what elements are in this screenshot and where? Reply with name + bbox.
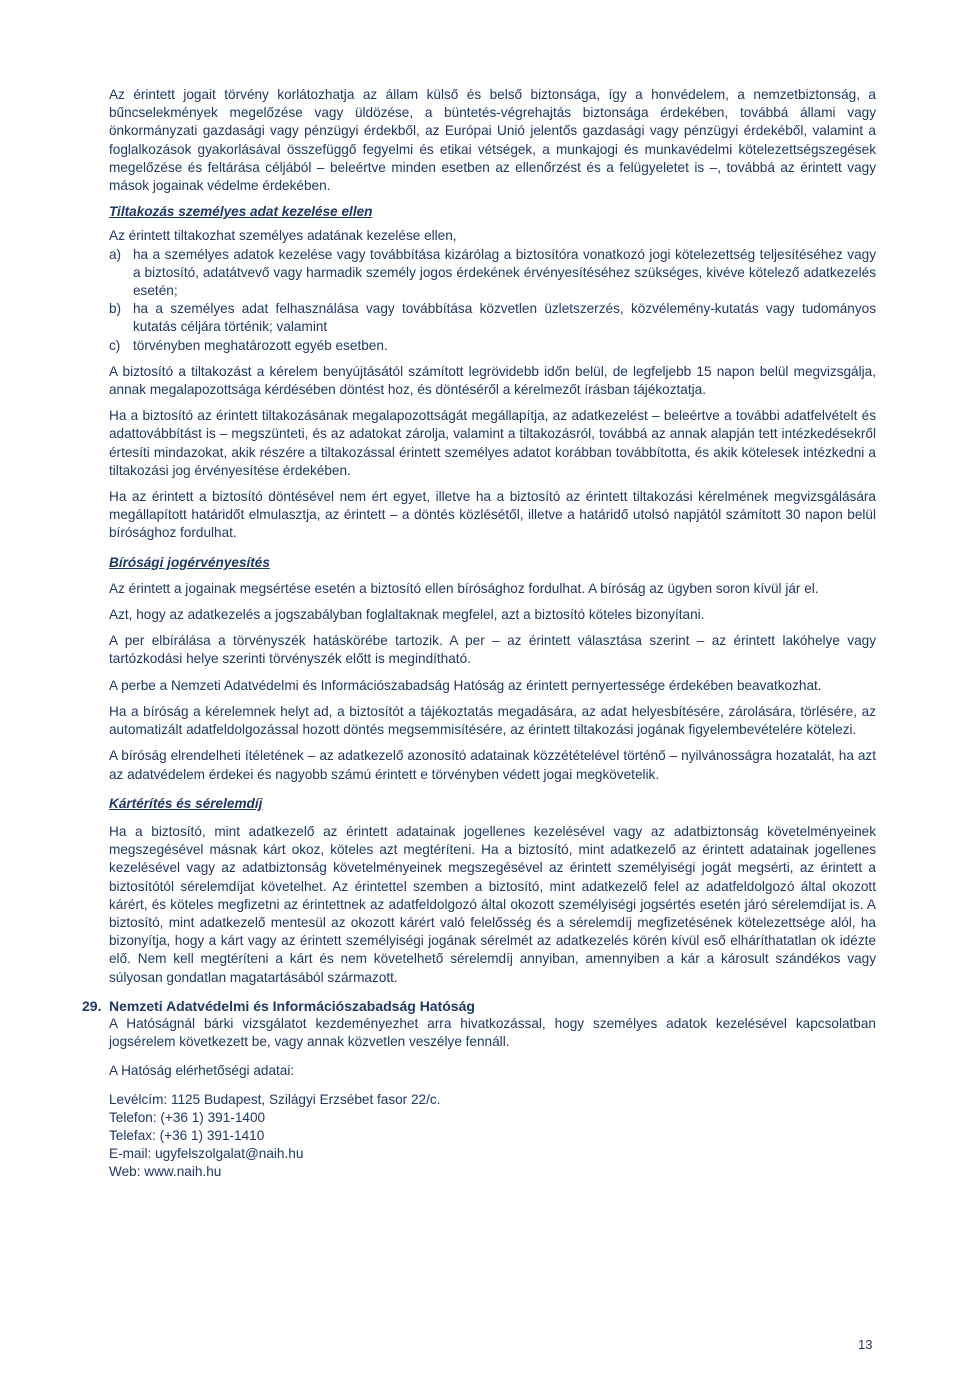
- section-title-29: [82, 997, 876, 1015]
- contact-phone: Telefon: (+36 1) 391-1400: [109, 1109, 266, 1125]
- document-page: [82, 86, 876, 1182]
- list-item-text: törvényben meghatározott egyéb esetben.: [133, 337, 388, 353]
- list-marker: b): [109, 301, 122, 317]
- contact-web: Web: www.naih.hu: [109, 1164, 222, 1180]
- page-number: 13: [858, 1337, 873, 1352]
- paragraph-tiltakozas-3: Ha a biztosító az érintett tiltakozásának megalapozottságát megállapítja, az adatkezelést – beleértve a további adatfelvételt és adattovábbítást is – megszünteti, és az adatokat zárolja, valamint a tiltakozásról, továbbá az annak alapján tett intézkedésekről értesíti mindazokat, akik részére a tiltakozással érintett személyes adatot korábban továbbította, és akik kötelesek intézkedni a tiltakozási jog érvényesítése érdekében.: [109, 408, 876, 478]
- paragraph-tiltakozas-1: Az érintett tiltakozhat személyes adatának kezelése ellen,: [109, 228, 457, 244]
- paragraph-birosagi-2: Azt, hogy az adatkezelés a jogszabályban foglaltaknak megfelel, azt a biztosító köteles bizonyítani.: [109, 607, 705, 623]
- paragraph-29-2: A Hatóság elérhetőségi adatai:: [109, 1063, 295, 1079]
- tiltakozas-list: [109, 246, 876, 355]
- heading-karterites: Kártérítés és sérelemdíj: [109, 795, 263, 811]
- list-item: [109, 246, 876, 301]
- paragraph-tiltakozas-4: Ha az érintett a biztosító döntésével nem ért egyet, illetve ha a biztosító az érintett tiltakozási kérelmének megvizsgálására megállapított határidőt elmulasztja, az érintett – a döntés közlésétől, illetve a határidő utolsó napjától számított 30 napon belül bírósághoz fordulhat.: [109, 489, 876, 541]
- paragraph-birosagi-5: Ha a bíróság a kérelemnek helyt ad, a biztosítót a tájékoztatás megadására, az adat helyesbítésére, zárolására, törlésére, az automatizált adatfeldolgozással hozott döntés megsemmisítésére, az érintett tiltakozási jogának figyelembevételére kötelezi.: [109, 703, 876, 738]
- paragraph-birosagi-4: A perbe a Nemzeti Adatvédelmi és Információszabadság Hatóság az érintett pernyertessége érdekében beavatkozhat.: [109, 677, 822, 693]
- paragraph-birosagi-3: A per elbírálása a törvényszék hatáskörébe tartozik. A per – az érintett választása szerint – az érintett lakóhelye vagy tartózkodási helye szerinti törvényszék előtt is megindítható.: [109, 633, 876, 667]
- heading-birosagi: Bírósági jogérvényesítés: [109, 554, 270, 570]
- paragraph-tiltakozas-2: A biztosító a tiltakozást a kérelem benyújtásától számított legrövidebb időn belül, de legfeljebb 15 napon belül megvizsgálja, annak megalapozottsága kérdésében döntést hoz, és döntéséről a kérelmezőt írásban tájékoztatja.: [109, 363, 876, 398]
- section-number: 29.: [82, 997, 102, 1014]
- contact-block: [109, 1091, 876, 1182]
- paragraph-intro: Az érintett jogait törvény korlátozhatja az állam külső és belső biztonsága, így a honvédelem, a nemzetbiztonság, a bűncselekmények megelőzése vagy üldözése, a büntetés-végrehajtás biztonsága érdekében, továbbá állami vagy önkormányzati gazdasági vagy pénzügyi érdekből, az Európai Unió jelentős gazdasági vagy pénzügyi érdekéből, valamint a foglalkozások gyakorlásával összefüggő fegyelmi és etikai vétségek, a munkajogi és munkavédelmi kötelezettségszegések megelőzése és feltárása céljából – beleértve minden esetben az ellenőrzést és a felügyeletet is –, továbbá az érintett vagy mások jogainak védelme érdekében.: [109, 87, 876, 194]
- heading-tiltakozas: Tiltakozás személyes adat kezelése ellen: [109, 204, 373, 220]
- list-item: [109, 337, 876, 355]
- contact-address: Levélcím: 1125 Budapest, Szilágyi Erzsébet fasor 22/c.: [109, 1091, 441, 1107]
- list-item: [109, 300, 876, 336]
- contact-email: E-mail: ugyfelszolgalat@naih.hu: [109, 1146, 304, 1162]
- section-title-text: Nemzeti Adatvédelmi és Információszabadság Hatóság: [109, 997, 475, 1014]
- paragraph-birosagi-6: A bíróság elrendelheti ítéletének – az adatkezelő azonosító adatainak közzétételével történő – nyilvánosságra hozatalát, ha azt az adatvédelem érdekei és nagyobb számú érintett e törvényben védett jogai megkövetelik.: [109, 748, 876, 782]
- paragraph-29-1: A Hatóságnál bárki vizsgálatot kezdeményezhet arra hivatkozással, hogy személyes adatok kezelésével kapcsolatban jogsérelem következett be, vagy annak közvetlen veszélye fennáll.: [109, 1015, 876, 1050]
- list-item-text: ha a személyes adatok kezelése vagy továbbítása kizárólag a biztosítóra vonatkozó jogi kötelezettség teljesítéséhez vagy a biztosító, adatátvevő vagy harmadik személy jogos érdekének érvényesítéséhez szükséges, kivéve kötelező adatkezelés esetén;: [133, 246, 876, 299]
- paragraph-karterites-1: Ha a biztosító, mint adatkezelő az érintett adatainak jogellenes kezelésével vagy az adatbiztonság követelményeinek megszegésével másnak kárt okoz, köteles azt megtéríteni. Ha a biztosító, mint adatkezelő az érintett adatainak jogellenes kezelésével vagy az adatbiztonság követelményeinek megszegésével az érintett személyiségi jogát megsérti, az érintett a biztosítótól sérelemdíjat követelhet. Az érintettel szemben a biztosító, mint adatkezelő felel az adatfeldolgozó által okozott kárért, és köteles megfizetni az érintettnek az adatfeldolgozó által okozott személyiségi jogsértés esetén járó sérelemdíjat is. A biztosító, mint adatkezelő mentesül az okozott kárért való felelősség és a sérelemdíj megfizetésének kötelezettsége alól, ha bizonyítja, hogy a kárt vagy az érintett személyiségi jogának sérelmét az adatkezelés körén kívül eső elháríthatatlan ok idézte elő. Nem kell megtéríteni a kárt és nem követelhető sérelemdíj annyiban, amennyiben a kár a károsult szándékos vagy súlyosan gondatlan magatartásából származott.: [109, 823, 876, 985]
- list-marker: c): [109, 337, 121, 353]
- paragraph-birosagi-1: Az érintett a jogainak megsértése esetén a biztosító ellen bírósághoz fordulhat. A bíróság az ügyben soron kívül jár el.: [109, 580, 819, 596]
- contact-fax: Telefax: (+36 1) 391-1410: [109, 1127, 265, 1143]
- list-marker: a): [109, 246, 122, 262]
- list-item-text: ha a személyes adat felhasználása vagy továbbítása közvetlen üzletszerzés, közvélemény-kutatás vagy tudományos kutatás céljára történik; valamint: [133, 301, 876, 335]
